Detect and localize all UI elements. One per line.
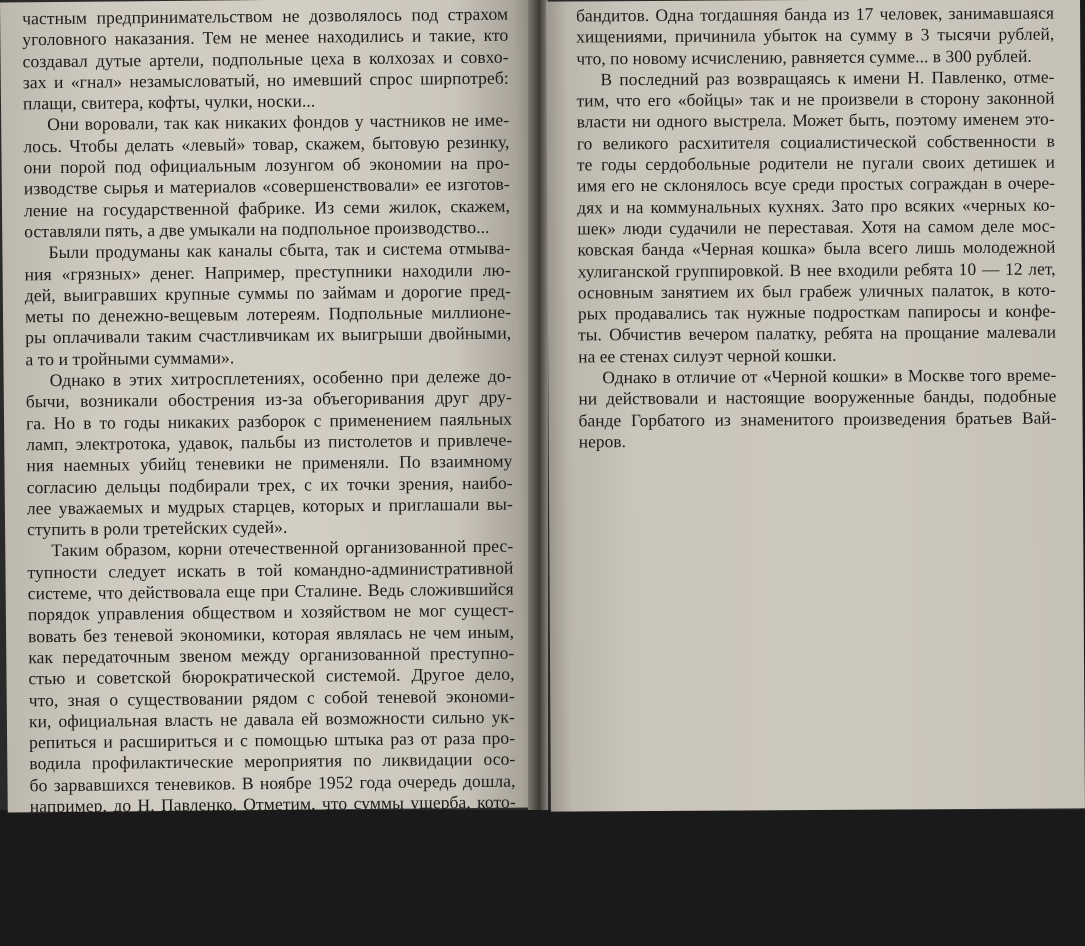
- text-line: тупности следует искать в той командно-административной: [27, 557, 514, 583]
- text-line: ния наемных убийц теневики не применяли. По взаимному: [26, 450, 513, 476]
- text-line: Таким образом, корни отечественной организованной прес-: [51, 536, 514, 561]
- text-line: ты. Обчистив вечером палатку, ребята на прощание малевали: [577, 321, 1057, 345]
- text-line: основным занятием их был грабеж уличных палаток, в кото-: [577, 279, 1056, 303]
- text-line: Однако в этих хитросплетениях, особенно при дележе до-: [49, 365, 512, 391]
- text-line: те годы сердобольные родители не пугали своих детишек и: [576, 151, 1056, 175]
- text-line: власти ни одного выстрела. Может быть, поэтому именем это-: [576, 109, 1055, 132]
- text-line: водила профилактические мероприятия по ликвидации осо-: [29, 749, 516, 774]
- text-line: порядок управления обществом и хозяйством не мог сущест-: [27, 599, 514, 625]
- text-line: лось. Чтобы делать «левый» товар, скажем, бытовую резинку,: [23, 131, 510, 157]
- text-line: рых продавались так нужные подросткам папиросы и конфе-: [577, 300, 1056, 324]
- text-line: меты по денежно-вещевым лотереям. Подпольные миллионе-: [24, 301, 512, 327]
- text-line: ковская банда «Черная кошка» была всего лишь молодежной: [577, 236, 1056, 260]
- text-line: ки, официальная власть не давала ей возможности сильно ук-: [28, 706, 515, 732]
- text-line: хулиганской группировкой. В нее входили ребята 10 — 12 лет,: [577, 258, 1056, 282]
- text-line: плащи, свитера, кофты, чулки, носки...: [22, 90, 316, 114]
- text-line: системе, что действовала еще при Сталине. Ведь сложившийся: [27, 578, 514, 604]
- text-line: частным предпринимательством не дозволялось под страхом: [22, 3, 509, 29]
- text-line: дитских групп, разоблаченных за период с 1946 по 1959 год,: [30, 898, 517, 923]
- text-line: согласию дельцы подбирали трех, с их точки зрения, наибо-: [26, 472, 513, 497]
- text-line: сравнение с тем, что происходит сегодня. Специалист по ор-: [30, 834, 517, 859]
- text-line: что, по новому исчислению, равняется сумме... в 300 рублей.: [576, 45, 1032, 69]
- text-line: хищениями, причинила убыток на сумму в 3 тысячи рублей,: [576, 23, 1055, 47]
- text-line: В последний раз возвращаясь к имени Н. Павленко, отме-: [600, 66, 1055, 90]
- text-line: выяснил, что их «подвиги» куда скромнее, нежели с: [30, 920, 425, 945]
- text-line: ганизованной преступности в СССР Александр Гуров (о нем: [30, 855, 517, 881]
- text-line: что, зная о существовании рядом с собой теневой экономи-: [28, 685, 515, 710]
- text-line: га. Но в то годы никаких разборок с применением паяльных: [25, 408, 513, 433]
- text-line: бычи, возникали обострения из-за объегоривания друг дру-: [25, 386, 512, 412]
- text-line: они порой под официальным лозунгом об экономии на про-: [23, 152, 510, 178]
- left-page: [0, 0, 538, 945]
- text-line: ры оплачивали таким счастливчикам их выигрыши двойными,: [25, 323, 512, 348]
- text-line: уголовного наказания. Тем не менее находились и такие, кто: [22, 24, 509, 50]
- text-line: бо зарвавшихся теневиков. В ноябре 1952 года очередь дошла,: [29, 770, 516, 795]
- text-line: как передаточным звеном между организованной преступно-: [28, 642, 515, 668]
- text-line: го великого расхитителя социалистической собственности в: [576, 130, 1055, 154]
- text-line: бандитов. Одна тогдашняя банда из 17 человек, занимавшаяся: [576, 2, 1055, 26]
- text-line: создавал дутые артели, подпольные цеха в колхозах и совхо-: [22, 46, 509, 71]
- text-line: рый наносили шайки бандитов в то время, не шли ни в какое: [29, 812, 517, 838]
- text-line: Однако в отличие от «Черной кошки» в Москве того време-: [602, 364, 1057, 388]
- text-line: на ее стенах силуэт черной кошки.: [578, 344, 837, 367]
- text-line: например, до Н. Павленко. Отметим, что суммы ущерба, кото-: [29, 791, 516, 817]
- text-line: ступить в роли третейских судей».: [26, 516, 288, 540]
- text-line: изводстве сырья и материалов «совершенствовали» ее изготов-: [23, 174, 510, 199]
- text-line: ния «грязных» денег. Например, преступники находили лю-: [24, 259, 511, 284]
- text-line: Они воровали, так как никаких фондов у частников не име-: [47, 110, 510, 135]
- text-line: дях и на коммунальных кухнях. Зато про всяких «черных ко-: [577, 194, 1056, 218]
- text-line: имя его не склонялось всуе среди простых сограждан в очере-: [577, 172, 1056, 196]
- text-line: тим, что его «бойцы» так и не произвели в сторону законной: [576, 87, 1055, 111]
- book-gutter: [528, 0, 548, 810]
- text-line: еще пойдет речь впереди), изучив в Мосгорсуде дела 40 бан-: [30, 876, 517, 902]
- text-line: ни действовали и настоящие вооруженные банды, подобные: [578, 385, 1057, 409]
- text-line: ламп, электротока, удавок, пальбы из пистолетов и привлече-: [26, 429, 513, 455]
- text-line: стью и советской бюрократической системой. Другое дело,: [28, 663, 515, 689]
- text-line: банде Горбатого из знаменитого произведения братьев Вай-: [578, 407, 1057, 431]
- text-line: шек» люди судачили не переставая. Хотя на самом деле мос-: [577, 215, 1056, 239]
- text-line: Были продуманы как каналы сбыта, так и система отмыва-: [48, 237, 511, 263]
- text-line: неров.: [578, 431, 627, 452]
- text-line: вовать без теневой экономики, которая являлась не чем иным,: [27, 621, 515, 646]
- text-line: а то и тройными суммами».: [25, 347, 235, 370]
- text-line: дей, выигравших крупные суммы по займам и дорогие пред-: [24, 280, 511, 306]
- text-line: ление на государственной фабрике. Из семи жилок, скажем,: [23, 195, 511, 220]
- right-page: [546, 0, 1085, 812]
- text-line: лее уважаемых и мудрых старцев, которых и приглашали вы-: [26, 493, 513, 519]
- text-line: оставляли пять, а две умыкали на подпольное производство...: [24, 216, 490, 242]
- text-line: репиться и расшириться и с помощью штыка раз от раза про-: [29, 727, 516, 753]
- text-line: зах и «гнал» незамысловатый, но имевший спрос ширпотреб:: [22, 67, 509, 93]
